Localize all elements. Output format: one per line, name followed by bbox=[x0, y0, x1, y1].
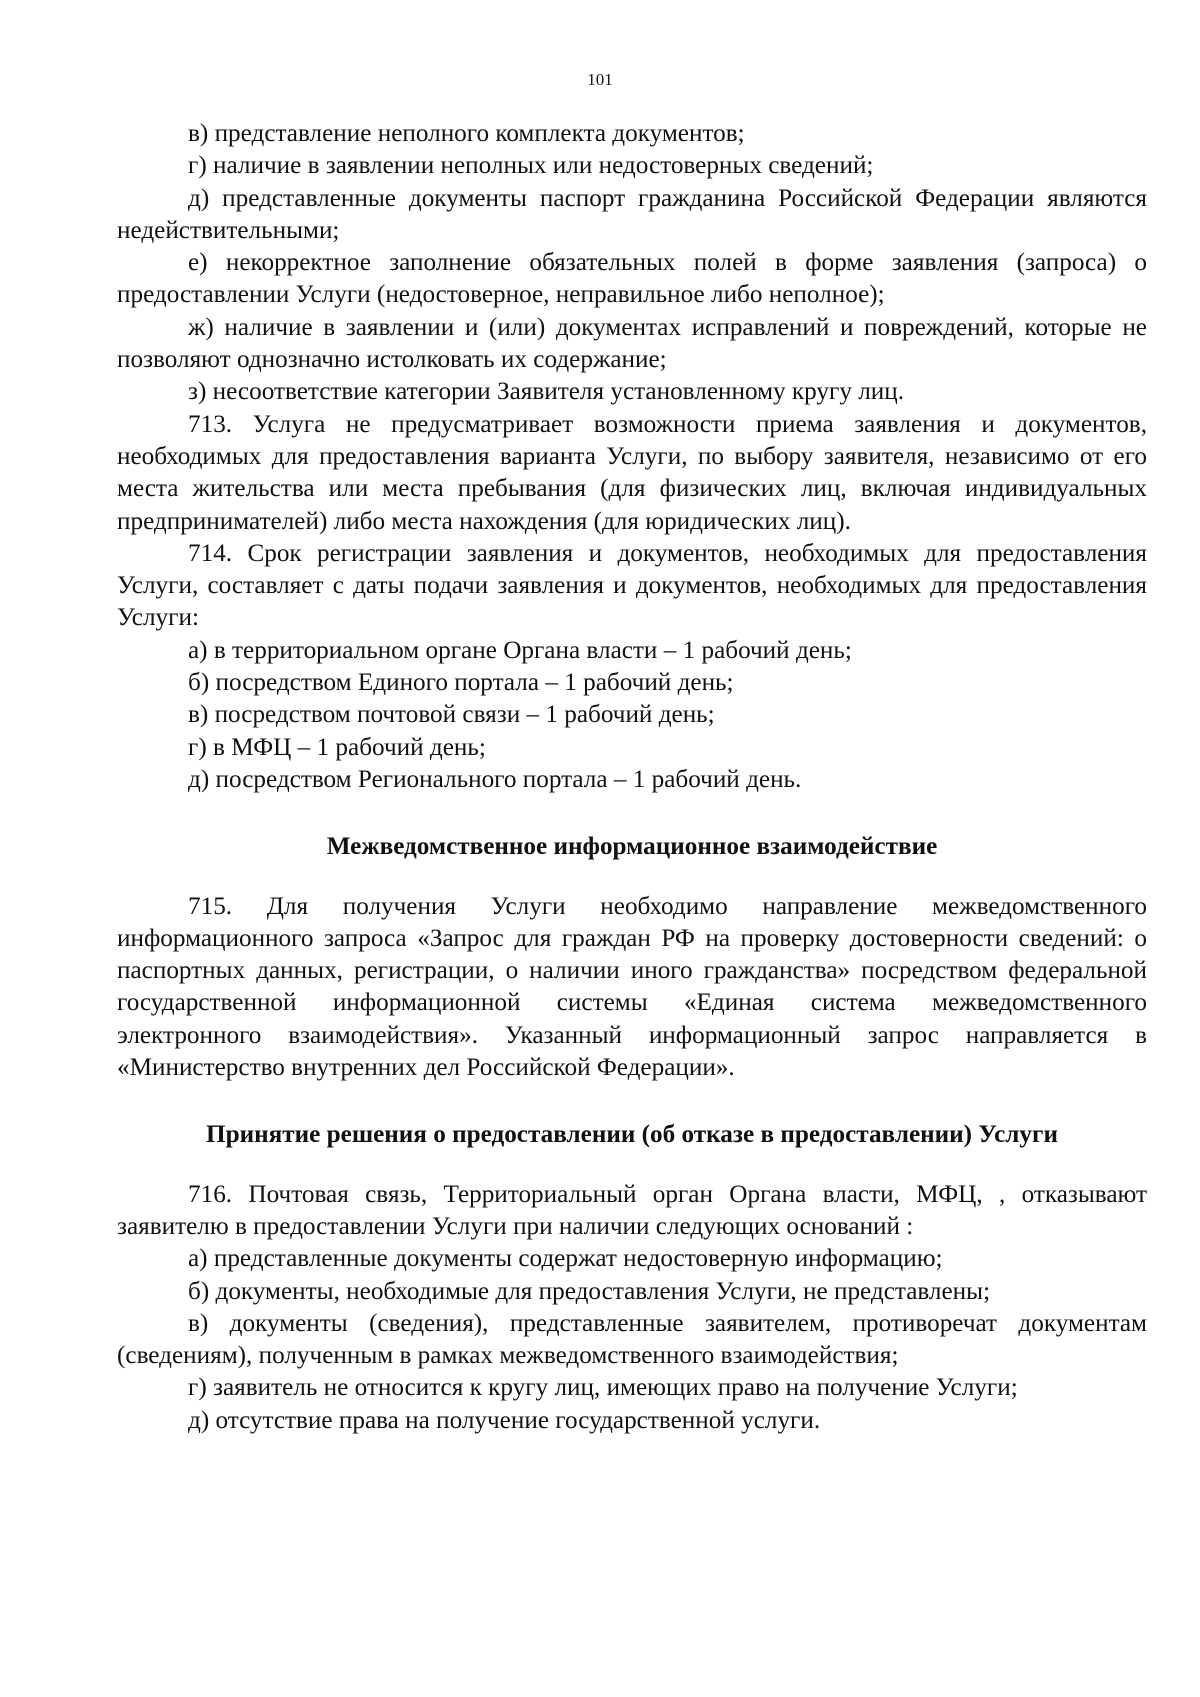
refusal-reason-a: а) представленные документы содержат недостоверную информацию; bbox=[188, 1245, 943, 1273]
clause-715: 715. Для получения Услуги необходимо направление межведомственного информационного запроса «Запрос для граждан РФ на проверку достоверности сведений: о паспортных данных, регистрации, о наличии иного гражданства» посредством федеральной государственной информационной системы «Единая система межведомственного электронного взаимодействия». Указанный информационный запрос направляется в «Министерство внутренних дел Российской Федерации». bbox=[117, 892, 1147, 1082]
refusal-reason-d: д) отсутствие права на получение государственной услуги. bbox=[188, 1406, 821, 1434]
list-item-b-registration: б) посредством Единого портала – 1 рабочий день; bbox=[188, 669, 734, 697]
refusal-reason-v: в) документы (сведения), представленные заявителем, противоречат документам (сведениям), полученным в рамках межведомственного взаимодействия; bbox=[117, 1309, 1147, 1370]
list-item-a-registration: а) в территориальном органе Органа власти – 1 рабочий день; bbox=[188, 636, 852, 664]
clause-714: 714. Срок регистрации заявления и документов, необходимых для предоставления Услуги, составляет с даты подачи заявления и документов, необходимых для предоставления Услуги: bbox=[117, 539, 1147, 632]
refusal-reason-g: г) заявитель не относится к кругу лиц, имеющих право на получение Услуги; bbox=[188, 1374, 1018, 1402]
list-item-zh: ж) наличие в заявлении и (или) документах исправлений и повреждений, которые не позволяют однозначно истолковать их содержание; bbox=[117, 313, 1147, 374]
list-item-g: г) наличие в заявлении неполных или недостоверных сведений; bbox=[188, 152, 874, 180]
list-item-d: д) представленные документы паспорт гражданина Российской Федерации являются недействительными; bbox=[117, 184, 1147, 244]
list-item-v-registration: в) посредством почтовой связи – 1 рабочий день; bbox=[188, 701, 715, 729]
list-item-g-registration: г) в МФЦ – 1 рабочий день; bbox=[188, 733, 486, 761]
list-item-d-registration: д) посредством Регионального портала – 1 рабочий день. bbox=[188, 765, 802, 793]
refusal-reason-b: б) документы, необходимые для предоставления Услуги, не представлены; bbox=[188, 1277, 991, 1305]
section-heading-interagency: Межведомственное информационное взаимодействие bbox=[326, 833, 938, 861]
list-item-e: е) некорректное заполнение обязательных полей в форме заявления (запроса) о предоставлении Услуги (недостоверное, неправильное либо неполное); bbox=[117, 249, 1147, 309]
document-body bbox=[117, 118, 1147, 1437]
page-number: 101 bbox=[587, 70, 613, 89]
list-item-z: з) несоответствие категории Заявителя установленному кругу лиц. bbox=[188, 378, 905, 406]
clause-713: 713. Услуга не предусматривает возможности приема заявления и документов, необходимых для предоставления варианта Услуги, по выбору заявителя, независимо от его места жительства или места пребывания (для физических лиц, включая индивидуальных предпринимателей) либо места нахождения (для юридических лиц). bbox=[117, 410, 1147, 535]
clause-716: 716. Почтовая связь, Территориальный орган Органа власти, МФЦ, , отказывают заявителю в предоставлении Услуги при наличии следующих оснований : bbox=[117, 1180, 1147, 1240]
list-item-v: в) представление неполного комплекта документов; bbox=[188, 120, 745, 147]
section-heading-decision: Принятие решения о предоставлении (об отказе в предоставлении) Услуги bbox=[206, 1121, 1058, 1149]
